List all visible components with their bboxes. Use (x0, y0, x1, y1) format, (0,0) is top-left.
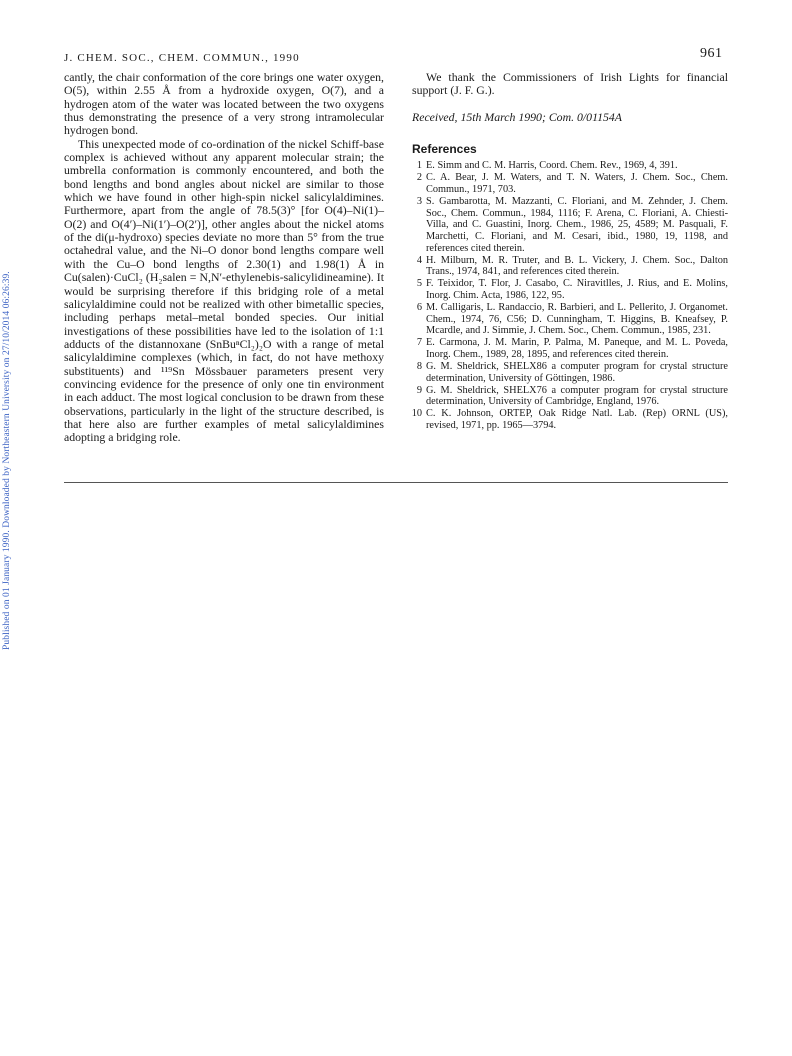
references-list (412, 160, 728, 431)
reference-text: E. Simm and C. M. Harris, Coord. Chem. Rev., 1969, 4, 391. (426, 160, 678, 172)
right-column (412, 71, 728, 432)
reference-text: H. Milburn, M. R. Truter, and B. L. Vickery, J. Chem. Soc., Dalton Trans., 1974, 841, and references cited therein. (426, 254, 728, 278)
reference-item (412, 196, 728, 254)
reference-text: G. M. Sheldrick, SHELX76 a computer program for crystal structure determination, University of Cambridge, England, 1976. (426, 384, 728, 408)
reference-item (412, 278, 728, 301)
reference-text: E. Carmona, J. M. Marin, P. Palma, M. Paneque, and M. L. Poveda, Inorg. Chem., 1989, 28, 1895, and references cited therein. (426, 337, 728, 360)
reference-text: S. Gambarotta, M. Mazzanti, C. Floriani, and M. Zehnder, J. Chem. Soc., Chem. Commun., 1984, 1116; F. Arena, C. Floriani, A. Chiesti-Villa, and C. Guastini, Inorg. Chem., 1986, 25, 4589; M. Pasquali, F. Marchetti, C. Floriani, and M. Cesari, ibid., 1980, 19, 1198, and references cited therein. (426, 196, 728, 254)
left-column (64, 71, 384, 445)
reference-number: 5 (416, 278, 422, 290)
reference-number: 3 (416, 196, 422, 208)
reference-number: 6 (416, 302, 422, 313)
references-heading: References (412, 142, 477, 157)
reference-item (412, 361, 728, 384)
acknowledgement: We thank the Commissioners of Irish Lights for financial support (J. F. G.). (412, 70, 728, 98)
reference-number: 8 (416, 360, 422, 372)
reference-number: 10 (411, 408, 422, 420)
reference-text: M. Calligaris, L. Randaccio, R. Barbieri, and L. Pellerito, J. Organomet. Chem., 1974, 76, C56; D. Cunningham, T. Higgins, B. Kneafsey, P. Mcardle, and J. Simmie, J. Chem. Soc., Chem. Commun., 1985, 231. (426, 302, 728, 337)
reference-item (412, 160, 728, 172)
running-header-journal: J. CHEM. SOC., CHEM. COMMUN., 1990 (64, 52, 300, 64)
footer-rule (64, 482, 728, 483)
reference-number: 7 (416, 337, 422, 349)
reference-number: 4 (416, 254, 422, 266)
reference-item (412, 385, 728, 408)
reference-item (412, 172, 728, 195)
paragraph-2: This unexpected mode of co-ordination of the nickel Schiff-base complex is achieved without any apparent molecular strain; the umbrella conformation is commonly encountered, and both the bond lengths and bond angles about nickel are similar to those which we have found in other high-spin nickel salicylaldimines. Furthermore, apart from the angle of 78.5(3)° [for O(4)–Ni(1)–O(2) and O(4′)–Ni(1′)–O(2′)], other angles about the nickel atoms of the di(μ-hydroxo) species deviate no more than 5° from the true octahedral value, and the Ni–O donor bond lengths compare well with the Cu–O bond lengths of 2.30(1) and 1.98(1) Å in Cu(salen)·CuCl₂ (H₂salen = N,N′-ethylenebis-salicylidineamine). It would be surprising therefore if this bridging role of a metal salicylaldimine could not be realized with other bimetallic species, including perhaps metal–metal bonded species. Our initial investigations of these possibilities have led to the isolation of 1:1 adducts of the distannoxane (SnBuⁿCl₂)₂O with a range of metal salicylaldimine complexes (which, in fact, do not have methoxy substituents) and ¹¹⁹Sn Mössbauer parameters present very convincing evidence for the presence of only one tin environment in each adduct. The most logical conclusion to be drawn from these observations, particularly in the light of the structure described, is that here also are further examples of metal salicylaldimines adopting a bridging role. (64, 136, 384, 445)
reference-item (412, 408, 728, 431)
page-number: 961 (700, 46, 723, 61)
publication-side-note[interactable]: Published on 01 January 1990. Downloaded by Northeastern University on 27/10/2014 06:26:39. (2, 271, 12, 650)
reference-text: C. A. Bear, J. M. Waters, and T. N. Waters, J. Chem. Soc., Chem. Commun., 1971, 703. (426, 172, 728, 196)
reference-item (412, 337, 728, 360)
reference-text: G. M. Sheldrick, SHELX86 a computer program for crystal structure determination, University of Göttingen, 1986. (426, 360, 728, 384)
paragraph-1: cantly, the chair conformation of the core brings one water oxygen, O(5), within 2.55 Å from a hydroxide oxygen, O(7), and a hydrogen atom of the water was located between the two oxygens thus demonstrating the presence of a very strong intramolecular hydrogen bond. (64, 70, 384, 138)
reference-item (412, 302, 728, 337)
reference-number: 2 (416, 172, 422, 184)
reference-text: F. Teixidor, T. Flor, J. Casabo, C. Niravitlles, J. Rius, and E. Molins, Inorg. Chim. Acta, 1986, 122, 95. (426, 278, 728, 301)
reference-text: C. K. Johnson, ORTEP, Oak Ridge Natl. Lab. (Rep) ORNL (US), revised, 1971, pp. 1965—3794. (426, 408, 728, 431)
reference-number: 1 (416, 160, 422, 172)
reference-number: 9 (416, 384, 422, 396)
received-date: Received, 15th March 1990; Com. 0/01154A (412, 109, 622, 124)
reference-item (412, 255, 728, 278)
